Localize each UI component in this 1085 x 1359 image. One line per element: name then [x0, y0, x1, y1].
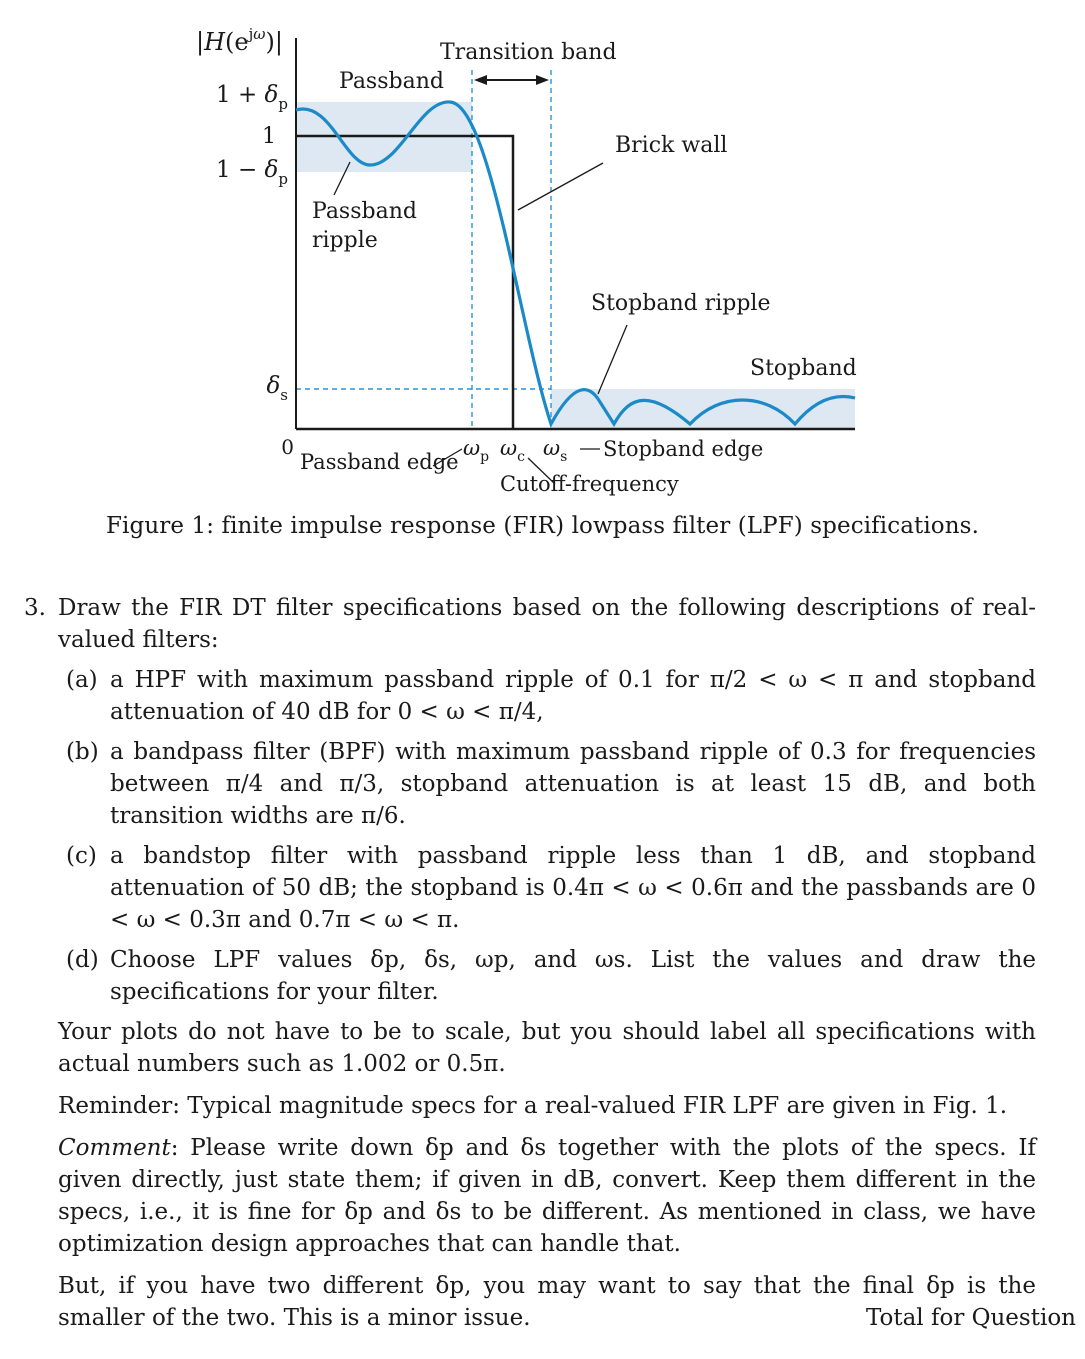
problem-3: [24, 592, 1076, 1334]
ytick-one-minus-delta-p: $1 - \delta_p$: [216, 157, 288, 188]
y-axis-label: $|H(e^{j\omega})|$: [196, 25, 283, 56]
figure-caption: Figure 1: finite impulse response (FIR) lowpass filter (LPF) specifications.: [106, 513, 979, 539]
problem-parts: [66, 664, 1036, 1008]
reminder: Reminder: Typical magnitude specs for a real-valued FIR LPF are given in Fig. 1.: [58, 1093, 1008, 1119]
omega-p-label: $\omega_p$: [463, 436, 490, 465]
problem-intro: Draw the FIR DT filter specifications based on the following descriptions of real-valued filters:: [58, 595, 1036, 653]
stopband-label: Stopband: [750, 356, 857, 381]
part-label: (b): [66, 739, 99, 765]
scale-note: Your plots do not have to be to scale, but you should label all specifications with actual numbers such as 1.002 or 0.5π.: [58, 1019, 1036, 1077]
stopband-ripple-leader: [598, 325, 627, 394]
part-text: a HPF with maximum passband ripple of 0.1 for π/2 < ω < π and stopband attenuation of 40 dB for 0 < ω < π/4,: [110, 667, 1036, 725]
arrowhead-left-icon: [474, 75, 487, 85]
omega-c-label: $\omega_c$: [500, 436, 525, 465]
ytick-one: 1: [262, 124, 276, 149]
comment-text: : Please write down δp and δs together with the plots of the specs. If given directly, just state them; if given in dB, convert. Keep them different in the specs, i.e., it is fine for δp and δs to be different. As mentioned in class, we have optimization design approaches that can handle that.: [58, 1135, 1036, 1257]
part-text: a bandstop filter with passband ripple less than 1 dB, and stopband attenuation of 50 dB; the stopband is 0.4π < ω < 0.6π and the passbands are 0 < ω < 0.3π and 0.7π < ω < π.: [110, 843, 1036, 933]
part-c: [66, 840, 1036, 936]
cutoff-frequency-label: Cutoff-frequency: [500, 472, 679, 496]
part-label: (d): [66, 947, 99, 973]
part-a: [66, 664, 1036, 728]
arrowhead-right-icon: [536, 75, 549, 85]
total-for-question: Total for Question: [865, 1305, 1076, 1331]
omega-s-label: $\omega_s$: [543, 436, 568, 465]
part-text: a bandpass filter (BPF) with maximum passband ripple of 0.3 for frequencies between π/4 and π/3, stopband attenuation is at least 15 dB, and both transition widths are π/6.: [110, 739, 1036, 829]
part-d: [66, 944, 1036, 1008]
passband-label: Passband: [339, 69, 444, 94]
brick-wall-leader: [518, 163, 603, 210]
brick-wall-response: [296, 136, 513, 429]
final-note: But, if you have two different δp, you may want to say that the final δp is the smaller of the two. This is a minor issue.: [58, 1273, 1036, 1331]
part-label: (c): [66, 843, 97, 869]
lpf-spec-figure: [0, 0, 1085, 510]
passband-ripple-label-line1: Passband: [312, 199, 417, 224]
ytick-delta-s: $\delta_s$: [266, 373, 288, 404]
comment-label: Comment: [58, 1135, 171, 1161]
part-b: [66, 736, 1036, 832]
problem-number: 3.: [24, 595, 46, 621]
part-label: (a): [66, 667, 98, 693]
ytick-zero: 0: [281, 435, 294, 459]
passband-ripple-label-line2: ripple: [312, 228, 378, 253]
stopband-edge-label: Stopband edge: [603, 437, 764, 461]
stopband-ripple-label: Stopband ripple: [591, 291, 771, 316]
brick-wall-label: Brick wall: [615, 133, 728, 158]
passband-edge-label: Passband edge: [300, 450, 459, 474]
comment: [58, 1132, 1036, 1260]
part-text: Choose LPF values δp, δs, ωp, and ωs. List the values and draw the specifications for your filter.: [110, 947, 1036, 1005]
transition-band-label: Transition band: [440, 40, 617, 65]
ytick-one-plus-delta-p: $1 + \delta_p$: [216, 82, 288, 113]
